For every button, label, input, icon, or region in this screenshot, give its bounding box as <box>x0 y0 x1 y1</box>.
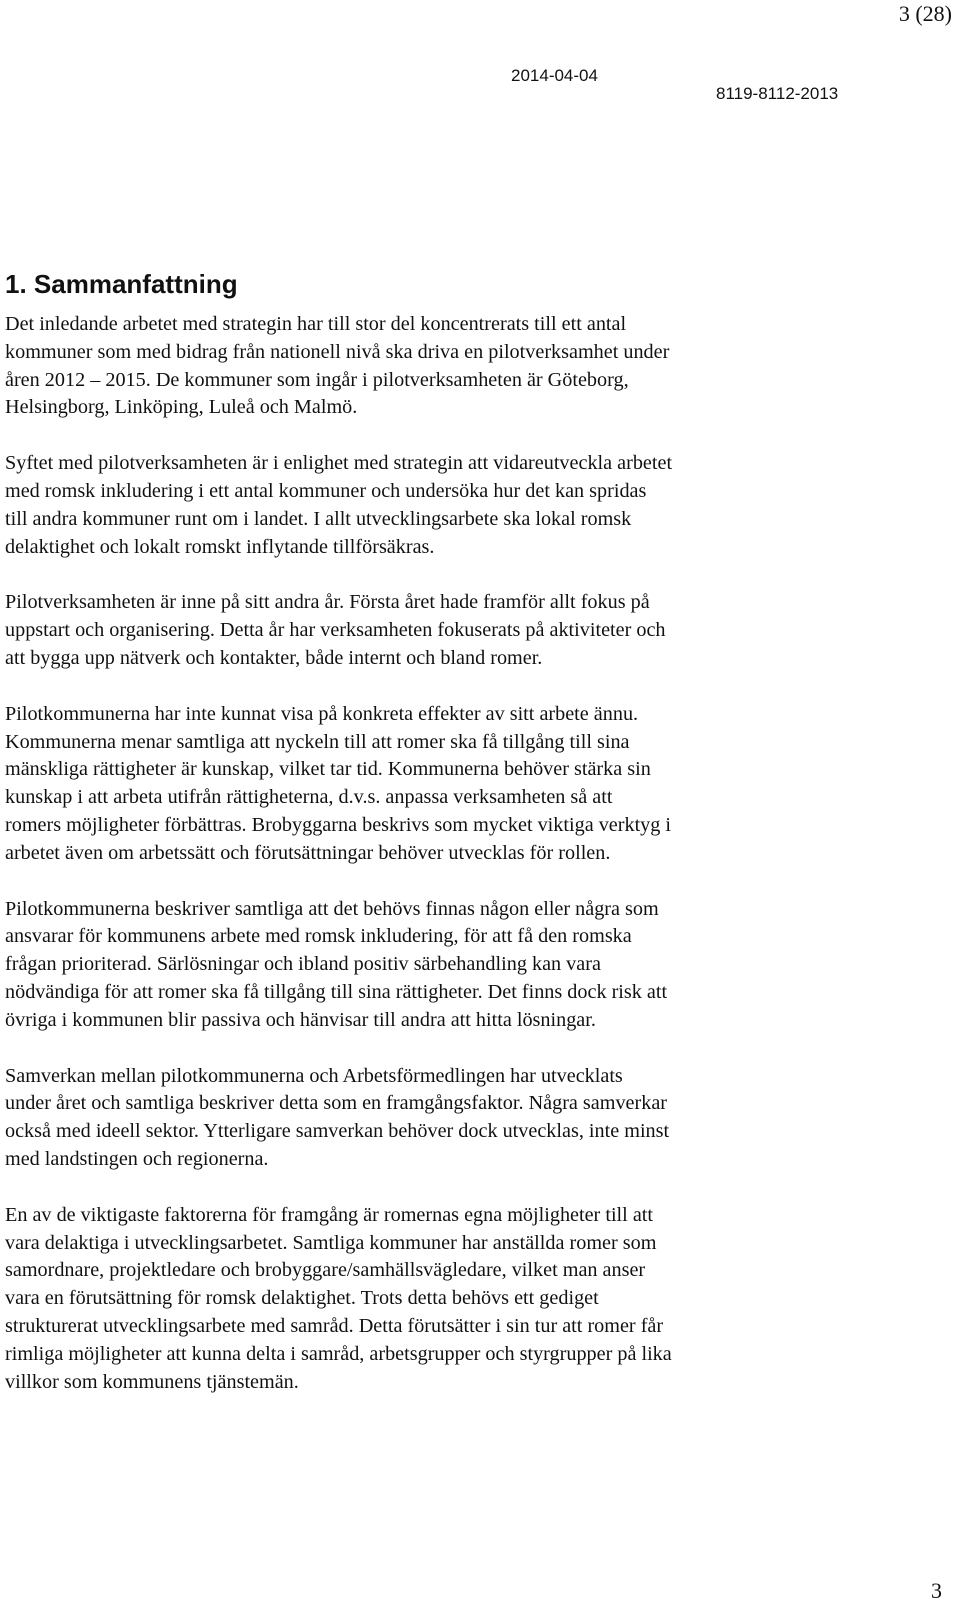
paragraph-1: Det inledande arbetet med strategin har till stor del koncentrerats till ett antal kommuner som med bidrag från nationell nivå ska driva en pilotverksamhet under åren 2012 – 2015. De kommuner som ingår i pilotverksamheten är Göteborg, Helsingborg, Linköping, Luleå och Malmö. <box>5 313 670 419</box>
page-number: 3 (28) <box>898 1 952 26</box>
paragraph-7: En av de viktigaste faktorerna för framgång är romernas egna möjligheter till att vara delaktiga i utvecklingsarbetet. Samtliga kommuner har anställda romer som samordnare, projektledare och brobyggare/samhällsvägledare, vilket man anser vara en förutsättning för romsk delaktighet. Trots detta behövs ett gediget strukturerat utvecklingsarbete med samråd. Detta förutsätter i sin tur att romer får rimliga möjligheter att kunna delta i samråd, arbetsgrupper och styrgrupper på lika villkor som kommunens tjänstemän. <box>5 1203 672 1393</box>
paragraph-5: Pilotkommunerna beskriver samtliga att det behövs finnas någon eller några som ansvarar för kommunens arbete med romsk inkludering, för att få den romska frågan prioriterad. Särlösningar och ibland positiv särbehandling kan vara nödvändiga för att romer ska få tillgång till sina rättigheter. Det finns dock risk att övriga i kommunen blir passiva och hänvisar till andra att hitta lösningar. <box>5 897 668 1031</box>
document-reference: 8119-8112-2013 <box>716 84 839 103</box>
paragraph-6: Samverkan mellan pilotkommunerna och Arbetsförmedlingen har utvecklats under året och samtliga beskriver detta som en framgångsfaktor. Några samverkar också med ideell sektor. Ytterligare samverkan behöver dock utvecklas, inte minst med landstingen och regionerna. <box>5 1064 670 1170</box>
section-heading: 1. Sammanfattning <box>5 269 238 299</box>
summary-body <box>5 311 905 1424</box>
footer-page-number: 3 <box>931 1578 942 1603</box>
paragraph-2: Syftet med pilotverksamheten är i enlighet med strategin att vidareutveckla arbetet med romsk inkludering i ett antal kommuner och undersöka hur det kan spridas till andra kommuner runt om i landet. I allt utvecklingsarbete ska lokal romsk delaktighet och lokalt romskt inflytande tillförsäkras. <box>5 452 673 558</box>
paragraph-3: Pilotverksamheten är inne på sitt andra år. Första året hade framför allt fokus på uppstart och organisering. Detta år har verksamheten fokuserats på aktiviteter och att bygga upp nätverk och kontakter, både internt och bland romer. <box>5 591 666 669</box>
document-date: 2014-04-04 <box>511 66 598 85</box>
paragraph-4: Pilotkommunerna har inte kunnat visa på konkreta effekter av sitt arbete ännu. Kommunerna menar samtliga att nyckeln till att romer ska få tillgång till sina mänskliga rättigheter är kunskap, vilket tar tid. Kommunerna behöver stärka sin kunskap i att arbeta utifrån rättigheterna, d.v.s. anpassa verksamheten så att romers möjligheter förbättras. Brobyggarna beskrivs som mycket viktiga verktyg i arbetet även om arbetssätt och förutsättningar behöver utvecklas för rollen. <box>5 702 672 864</box>
